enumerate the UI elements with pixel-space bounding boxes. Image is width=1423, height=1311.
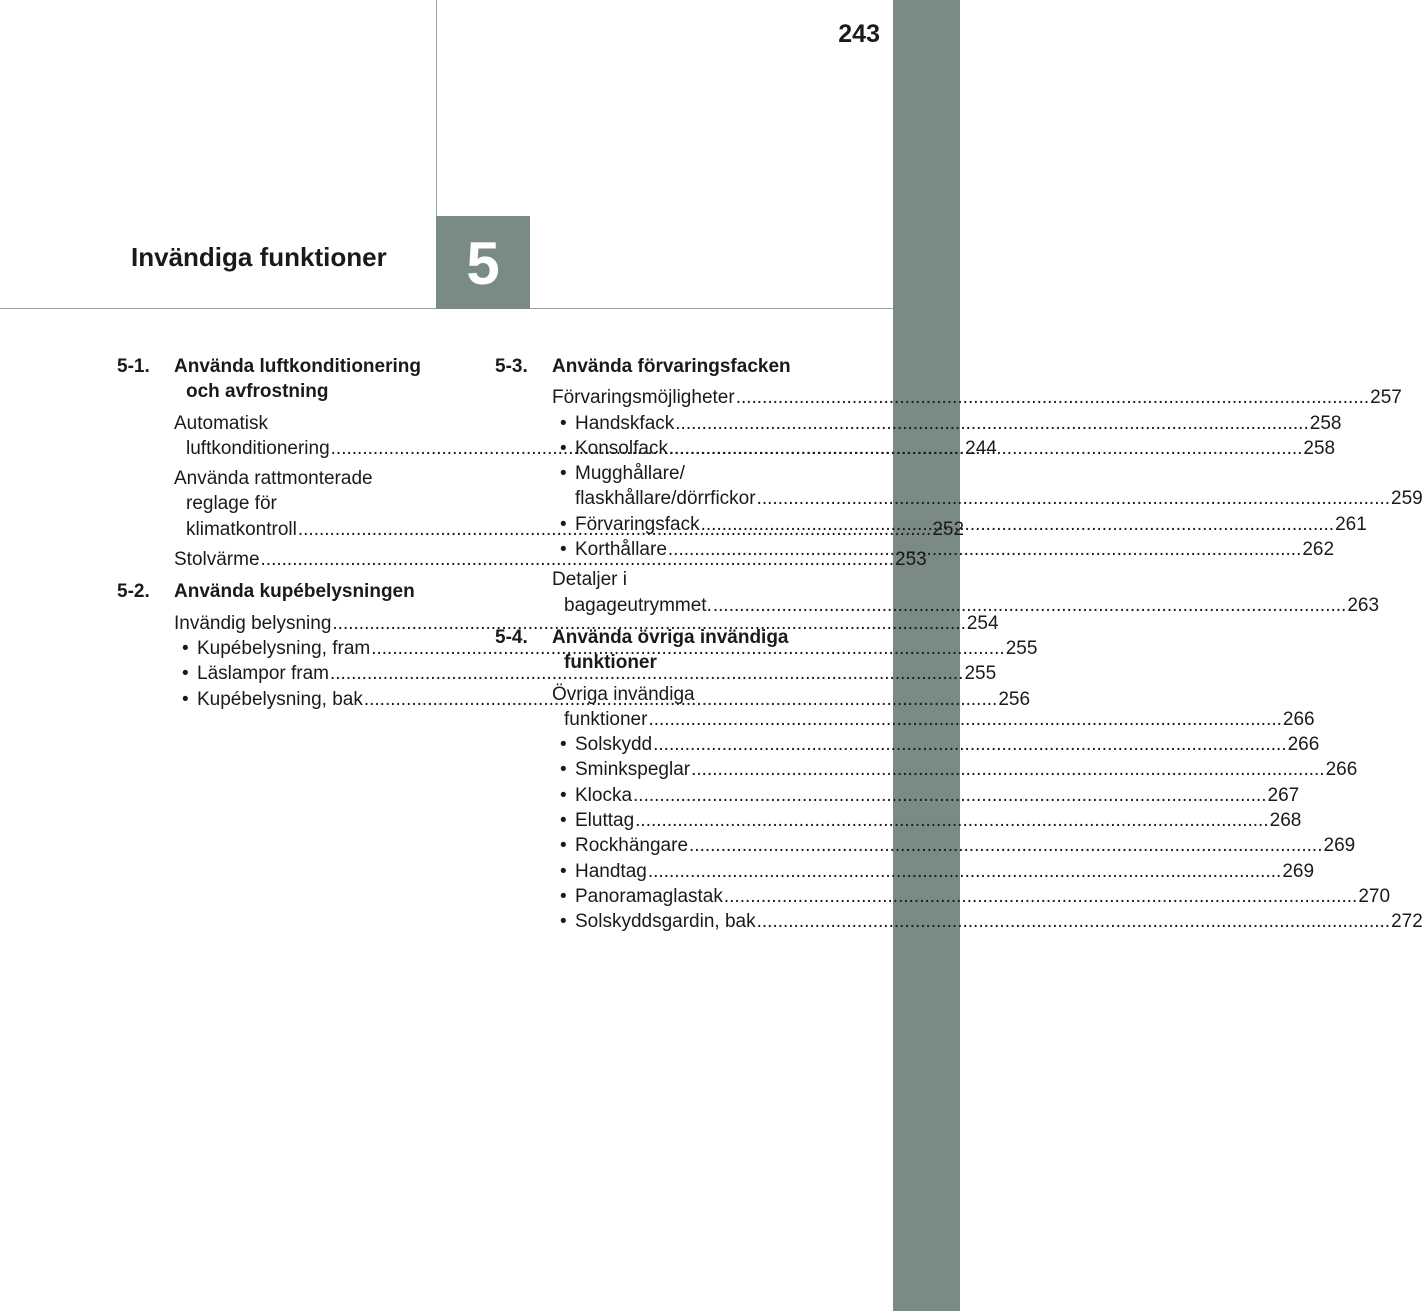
toc-entry-text: Handskfack — [575, 412, 675, 434]
dot-leader — [653, 732, 1286, 757]
chapter-number-box: 5 — [436, 216, 530, 309]
bullet-icon: • — [560, 784, 567, 806]
toc-page-number: 266 — [1282, 708, 1315, 730]
page-number: 243 — [838, 20, 880, 48]
bullet-icon: • — [560, 810, 567, 832]
dot-leader — [633, 783, 1266, 808]
toc-bullet-item — [495, 808, 1302, 833]
toc-bullet-body — [575, 732, 1319, 757]
dot-leader — [669, 436, 1302, 461]
toc-page-number: 272 — [1391, 911, 1423, 933]
toc-bullet-body — [575, 884, 1390, 909]
toc-entry-line: Automatisk — [174, 412, 268, 434]
dot-leader — [675, 411, 1308, 436]
section-title — [174, 579, 462, 604]
bullet-icon: • — [560, 734, 567, 756]
toc-bullet-body — [575, 783, 1299, 808]
section-title-line: och avfrostning — [186, 381, 329, 403]
toc-entry-text: Klocka — [575, 784, 633, 806]
toc-page-number: 255 — [1005, 637, 1038, 659]
bullet-icon: • — [560, 911, 567, 933]
toc-page-number: 253 — [895, 549, 927, 571]
toc-line[interactable] — [575, 436, 1335, 461]
dot-leader — [635, 808, 1268, 833]
toc-line[interactable] — [575, 757, 1357, 782]
toc-bullet-item — [495, 783, 1300, 808]
toc-bullet-body — [575, 833, 1355, 858]
toc-entry-text: Handtag — [575, 860, 647, 882]
bullet-icon: • — [560, 412, 567, 434]
toc-entry-text: Eluttag — [575, 810, 635, 832]
bullet-icon: • — [560, 463, 567, 485]
toc-entry-main — [117, 611, 999, 636]
chapter-title: Invändiga funktioner — [131, 242, 387, 272]
toc-entry-main — [495, 385, 1402, 410]
toc-entry-main — [495, 567, 1380, 618]
toc-line[interactable] — [552, 593, 1380, 618]
dot-leader — [724, 884, 1357, 909]
toc-bullet-item — [495, 909, 1423, 934]
section-title-line: Använda luftkonditionering — [174, 356, 421, 377]
toc-bullet-item — [495, 757, 1358, 782]
toc-entry-line: Detaljer i — [552, 569, 627, 591]
toc-page-number: 267 — [1267, 784, 1300, 806]
dot-leader — [648, 859, 1281, 884]
toc-entry-text: Konsolfack — [575, 437, 668, 459]
toc-page-number: 252 — [932, 518, 965, 540]
section-number: 5-3. — [495, 356, 528, 377]
toc-line[interactable] — [575, 833, 1355, 858]
toc-page-number: 269 — [1323, 835, 1356, 857]
toc-page-number: 258 — [1309, 412, 1342, 434]
section-title-line: Använda förvaringsfacken — [552, 356, 791, 377]
toc-entry — [495, 567, 1380, 618]
toc-bullet-item — [495, 732, 1320, 757]
section-number: 5-4. — [495, 626, 528, 648]
toc-entry-text: Kupébelysning, bak — [197, 688, 363, 710]
toc-entry-text: Förvaringsfack — [575, 513, 700, 535]
dot-leader — [713, 593, 1346, 618]
toc-entry-line: Använda rattmonterade — [174, 468, 373, 490]
section-title — [174, 354, 462, 405]
bullet-icon: • — [560, 885, 567, 907]
toc-page-number: 257 — [1370, 387, 1402, 409]
toc-bullet-item — [495, 833, 1356, 858]
vertical-divider — [436, 0, 437, 216]
toc-line[interactable] — [575, 884, 1390, 909]
toc-page-number: 266 — [1325, 759, 1358, 781]
section-title-line: funktioner — [564, 652, 657, 674]
toc-bullet-body — [575, 461, 1423, 512]
bullet-icon: • — [182, 663, 189, 685]
section-heading[interactable] — [117, 354, 462, 405]
toc-bullet-body — [575, 859, 1314, 884]
section-number: 5-1. — [117, 356, 150, 377]
section-heading[interactable] — [495, 354, 834, 379]
toc-bullet-body — [575, 512, 1367, 537]
toc-entry-text: Läslampor fram — [197, 663, 329, 685]
toc-page-number: 244 — [965, 437, 997, 459]
toc-line[interactable] — [575, 537, 1334, 562]
toc-entry-text: Invändig belysning — [174, 612, 332, 634]
dot-leader — [736, 385, 1369, 410]
section-title-line: Använda kupébelysningen — [174, 581, 415, 603]
dot-leader — [701, 512, 1334, 537]
toc-bullet-item — [495, 461, 1423, 512]
section-title — [552, 354, 834, 379]
toc-entry-text: Korthållare — [575, 539, 667, 561]
toc-entry-text: flaskhållare/dörrfickor — [575, 488, 756, 510]
toc-bullet-body — [575, 757, 1357, 782]
toc-entry-text: bagageutrymmet. — [564, 594, 712, 616]
bullet-icon: • — [560, 860, 567, 882]
toc-bullet-item — [495, 859, 1315, 884]
toc-page-number: 270 — [1358, 885, 1391, 907]
toc-bullet-item — [495, 884, 1391, 909]
toc-line[interactable] — [552, 385, 1402, 410]
toc-entry-text: funktioner — [564, 708, 648, 730]
bullet-icon: • — [560, 513, 567, 535]
dot-leader — [757, 486, 1390, 511]
toc-entry-text: Kupébelysning, fram — [197, 637, 371, 659]
toc-page-number: 255 — [964, 663, 997, 685]
toc-page-number: 263 — [1347, 594, 1380, 616]
toc-line[interactable] — [575, 512, 1367, 537]
bullet-icon: • — [560, 437, 567, 459]
toc-bullet-body — [575, 808, 1301, 833]
toc-line[interactable] — [575, 783, 1299, 808]
toc-line[interactable] — [174, 611, 999, 636]
section-heading[interactable] — [495, 625, 834, 676]
toc-line[interactable] — [575, 808, 1301, 833]
toc-entry-text: Panoramaglastak — [575, 885, 723, 907]
section-title-line: Använda övriga invändiga — [552, 626, 789, 648]
bullet-icon: • — [560, 759, 567, 781]
toc-page-number: 266 — [1287, 734, 1320, 756]
toc-bullet-body — [575, 537, 1334, 562]
toc-entry-text: Stolvärme — [174, 549, 260, 571]
toc-page-number: 261 — [1335, 513, 1367, 535]
toc-entry-line: Övriga invändiga — [552, 683, 695, 705]
toc-page-number: 254 — [966, 612, 999, 634]
section-title — [552, 625, 834, 676]
toc-bullet-body — [575, 411, 1341, 436]
toc-entry-text: Rockhängare — [575, 835, 689, 857]
toc-line[interactable] — [575, 909, 1423, 934]
section-heading[interactable] — [117, 579, 462, 604]
toc-entry-text: luftkonditionering — [186, 437, 330, 459]
toc-page-number: 269 — [1282, 860, 1315, 882]
toc-bullet-item — [495, 411, 1342, 436]
section-number: 5-2. — [117, 581, 150, 603]
toc-line[interactable] — [575, 411, 1341, 436]
bullet-icon: • — [182, 637, 189, 659]
toc-page-number: 258 — [1303, 437, 1336, 459]
dot-leader — [648, 707, 1281, 732]
bullet-icon: • — [182, 688, 189, 710]
toc-page-number: 256 — [998, 688, 1031, 710]
toc-line[interactable] — [575, 732, 1319, 757]
toc-bullet-line: Mugghållare/ — [575, 463, 685, 485]
bullet-icon: • — [560, 539, 567, 561]
dot-leader — [757, 909, 1390, 934]
toc-line[interactable] — [575, 859, 1314, 884]
dot-leader — [668, 537, 1301, 562]
dot-leader — [689, 833, 1322, 858]
dot-leader — [691, 757, 1324, 782]
bullet-icon: • — [560, 835, 567, 857]
toc-line[interactable] — [552, 707, 1315, 732]
toc-page-number: 262 — [1302, 539, 1335, 561]
toc-entry-line: reglage för — [186, 493, 277, 515]
toc-entry-text: Solskydd — [575, 734, 653, 756]
toc-page-number: 268 — [1269, 810, 1302, 832]
toc-entry-text: Förvaringsmöjligheter — [552, 387, 735, 409]
toc-bullet-body — [575, 909, 1423, 934]
toc-line[interactable] — [575, 486, 1423, 511]
toc-bullet-body — [575, 436, 1335, 461]
toc-entry-text: Solskyddsgardin, bak — [575, 911, 756, 933]
toc-entry-text: klimatkontroll — [186, 518, 297, 540]
toc-page-number: 259 — [1391, 488, 1423, 510]
toc-entry-text: Sminkspeglar — [575, 759, 691, 781]
